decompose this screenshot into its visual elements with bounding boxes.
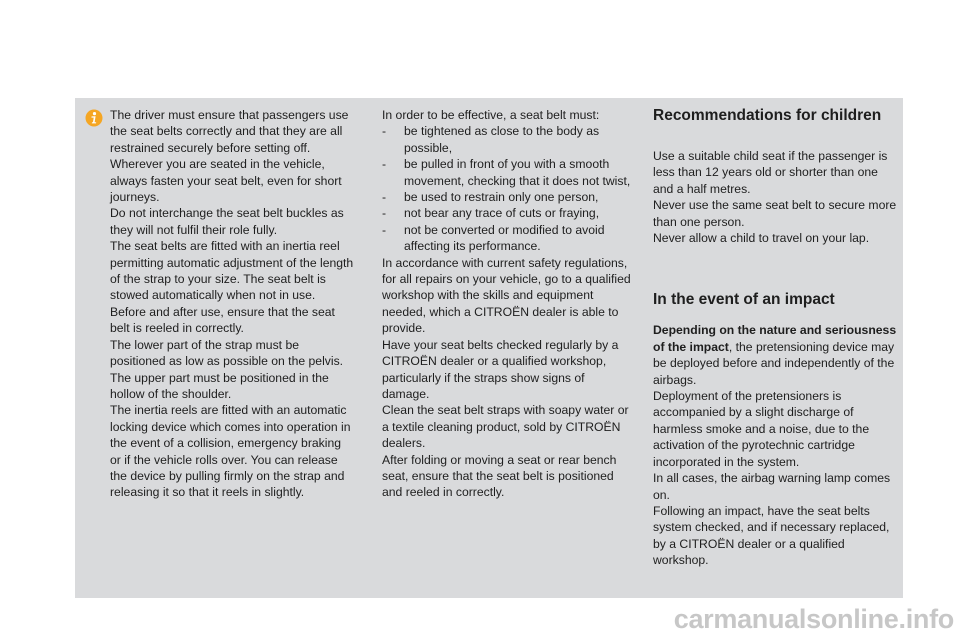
right-column	[653, 107, 898, 569]
list-item-text: be pulled in front of you with a smooth movement, checking that it does not twist,	[404, 157, 631, 188]
list-item-text: not bear any trace of cuts or fraying,	[404, 206, 600, 221]
list-item-text: not be converted or modified to avoid affecting its performance.	[404, 222, 605, 254]
section-heading-children: Recommendations for children	[653, 107, 882, 124]
paragraph: Never use the same seat belt to secure more than one person.	[653, 198, 897, 229]
list-item-text: be used to restrain only one person,	[404, 190, 599, 205]
impact-lead-rest: , the pretensioning device may be deployed before and independently of the airbags.	[653, 339, 895, 387]
paragraph: Clean the seat belt straps with soapy water or a textile cleaning product, sold by CITROËN dealers.	[382, 403, 629, 451]
paragraph: Have your seat belts checked regularly by a CITROËN dealer or a qualified workshop, particularly if the straps show signs of damage.	[382, 337, 619, 401]
left-column	[110, 107, 355, 501]
paragraph: After folding or moving a seat or rear bench seat, ensure that the seat belt is positioned and reeled in correctly.	[382, 452, 617, 500]
paragraph: In accordance with current safety regulations, for all repairs on your vehicle, go to a qualified workshop with the skills and equipment needed, which a CITROËN dealer is able to provide.	[382, 255, 631, 336]
dash-marker: -	[382, 206, 387, 221]
dash-marker: -	[382, 124, 387, 139]
paragraph: The lower part of the strap must be positioned as low as possible on the pelvis.	[110, 337, 344, 369]
section-heading-impact: In the event of an impact	[653, 291, 835, 309]
paragraph: The upper part must be positioned in the hollow of the shoulder.	[110, 370, 329, 401]
list-item	[382, 205, 634, 221]
list-item	[382, 123, 634, 156]
impact-lead-bold: Depending on the nature and seriousness of the impact	[653, 323, 897, 354]
paragraph: Following an impact, have the seat belts system checked, and if necessary replaced, by a CITROËN dealer or a qualified workshop.	[653, 503, 890, 568]
paragraph: Do not interchange the seat belt buckles as they will not fulfil their role fully.	[110, 206, 344, 237]
paragraph: The driver must ensure that passengers use the seat belts correctly and that they are all restrained securely before setting off.	[110, 108, 349, 155]
list-item	[382, 156, 634, 189]
paragraph: Before and after use, ensure that the seat belt is reeled in correctly.	[110, 304, 335, 336]
list-item	[382, 222, 634, 255]
dash-marker: -	[382, 190, 387, 205]
paragraph: In all cases, the airbag warning lamp comes on.	[653, 471, 891, 502]
info-icon	[85, 109, 103, 127]
dash-marker: -	[382, 157, 387, 172]
dash-marker: -	[382, 222, 387, 237]
impact-lead-paragraph	[653, 322, 898, 388]
list-item-text: be tightened as close to the body as possible,	[404, 124, 600, 155]
paragraph: The inertia reels are fitted with an automatic locking device which comes into operation in the event of a collision, emergency braking or if the vehicle rolls over. You can release the device by pulling firmly on the strap and releasing it so that it reels in slightly.	[110, 403, 351, 500]
paragraph: Deployment of the pretensioners is accompanied by a slight discharge of harmless smoke and a noise, due to the activation of the pyrotechnic cartridge incorporated in the system.	[653, 389, 870, 469]
paragraph: Use a suitable child seat if the passenger is less than 12 years old or shorter than one and a half metres.	[653, 149, 888, 196]
paragraph: The seat belts are fitted with an inertia reel permitting automatic adjustment of the length of the strap to your size. The seat belt is stowed automatically when not in use.	[110, 239, 354, 303]
middle-column	[382, 107, 634, 501]
list-item	[382, 189, 634, 205]
paragraph: Never allow a child to travel on your lap.	[653, 231, 870, 246]
intro-text: In order to be effective, a seat belt must:	[382, 108, 600, 122]
watermark: carmanualsonline.info	[673, 604, 954, 634]
paragraph: Wherever you are seated in the vehicle, always fasten your seat belt, even for short journeys.	[110, 157, 342, 205]
